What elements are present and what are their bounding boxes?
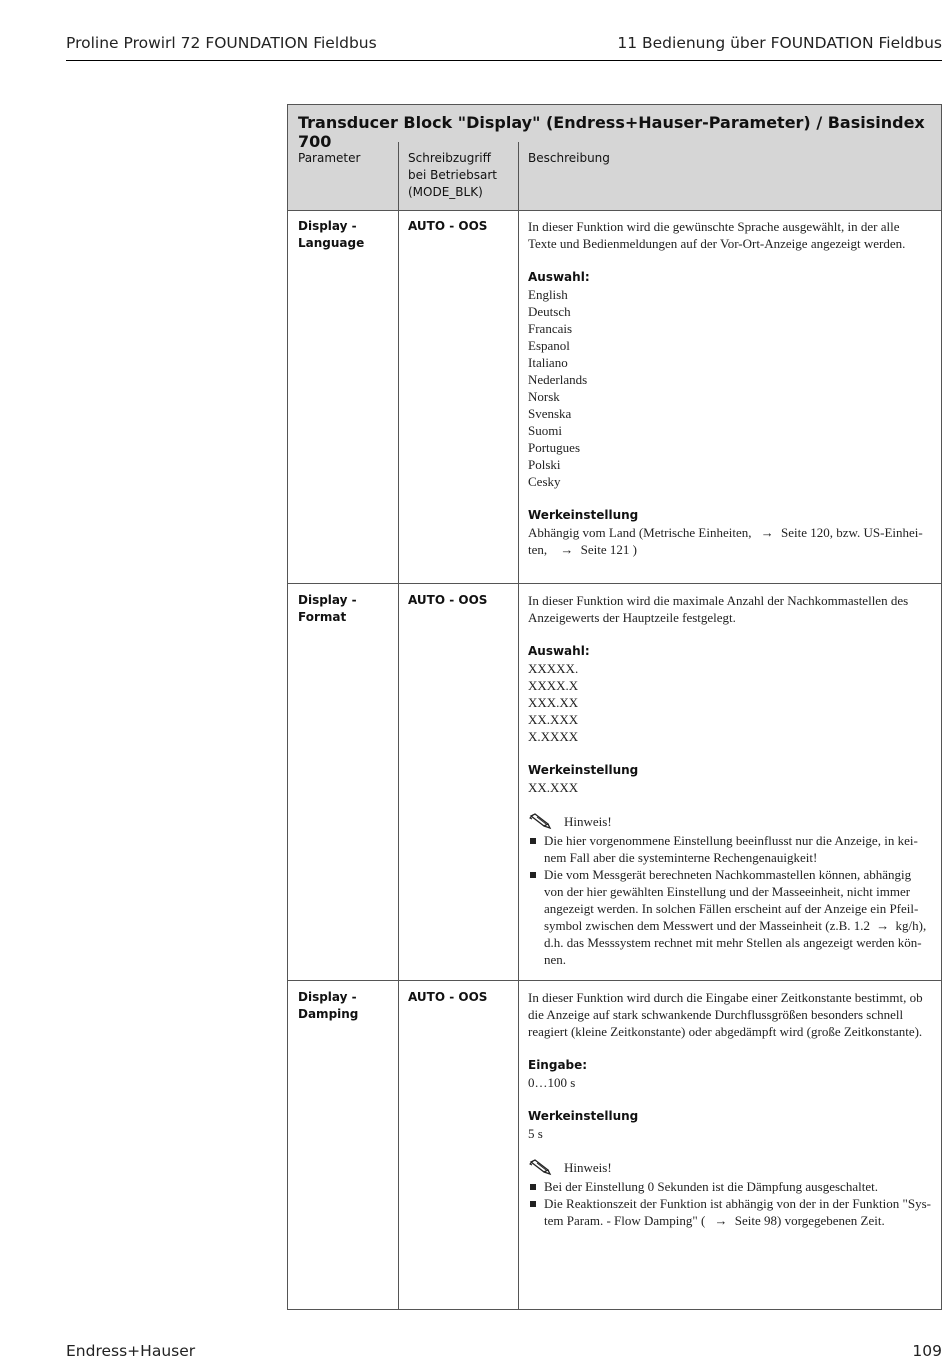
option-item: Italiano <box>528 355 568 370</box>
bullet-line <box>544 1212 934 1229</box>
option-item: Polski <box>528 457 561 472</box>
option-item: X.XXXX <box>528 729 579 744</box>
note-bullet <box>528 866 934 968</box>
table-header <box>288 105 941 211</box>
bullet-line: Die vom Messgerät berechneten Nachkommastellen können, abhängig <box>544 867 912 882</box>
default-label: Werkeinstellung <box>528 1109 639 1123</box>
row-format-description <box>528 592 934 968</box>
bullet-line: angezeigt werden. In solchen Fällen erscheint auf der Anzeige ein Pfeil- <box>544 901 919 916</box>
table-title: Transducer Block "Display" (Endress+Hauser-Parameter) / Basisindex 700 <box>298 113 925 151</box>
row-divider <box>288 980 941 981</box>
parameter-name-line: Display - <box>298 990 357 1004</box>
parameter-name-line: Damping <box>298 1007 359 1021</box>
choice-label: Auswahl: <box>528 644 590 658</box>
default-label: Werkeinstellung <box>528 763 639 777</box>
bullet-line <box>544 917 934 934</box>
default-text: ten, <box>528 542 548 557</box>
pencil-note-icon <box>528 1158 554 1176</box>
right-arrow-icon: → <box>876 918 890 933</box>
description-line: In dieser Funktion wird die gewünschte Sprache ausgewählt, in der alle <box>528 219 900 234</box>
column-divider <box>398 142 399 210</box>
default-text: Abhängig vom Land (Metrische Einheiten, <box>528 525 752 540</box>
footer-company: Endress+Hauser <box>66 1342 196 1360</box>
page-header <box>66 30 942 61</box>
note-label: Hinweis! <box>564 813 612 829</box>
right-arrow-icon: → <box>760 525 774 540</box>
note-bullet <box>528 1178 934 1195</box>
column-header-access-line: bei Betriebsart <box>408 168 497 182</box>
note-heading <box>528 810 934 832</box>
bullet-line: nem Fall aber die systeminterne Rechengenauigkeit! <box>544 850 818 865</box>
bullet-text-part: kg/h), <box>895 918 927 933</box>
description-line: In dieser Funktion wird die maximale Anzahl der Nachkommastellen des <box>528 593 909 608</box>
option-item: XXX.XX <box>528 695 579 710</box>
option-item: Suomi <box>528 423 562 438</box>
choice-label: Auswahl: <box>528 270 590 284</box>
bullet-text <box>544 832 934 866</box>
column-divider <box>398 210 399 1309</box>
option-item: Nederlands <box>528 372 588 387</box>
option-item: Deutsch <box>528 304 571 319</box>
note-bullet <box>528 832 934 866</box>
note-label: Hinweis! <box>564 1159 612 1175</box>
description-line: die Anzeige auf stark schwankende Durchflussgrößen besonders schnell <box>528 1007 904 1022</box>
column-header-access <box>408 150 497 201</box>
default-value-line <box>528 541 934 558</box>
parameter-name-line: Display - <box>298 219 357 233</box>
parameter-name-line: Display - <box>298 593 357 607</box>
option-item: Espanol <box>528 338 570 353</box>
note-heading <box>528 1156 934 1178</box>
column-divider <box>518 210 519 1309</box>
right-arrow-icon: → <box>560 542 574 557</box>
bullet-text: Bei der Einstellung 0 Sekunden ist die Dämpfung ausgeschaltet. <box>544 1179 878 1194</box>
column-header-description: Beschreibung <box>528 151 610 165</box>
option-item: Francais <box>528 321 573 336</box>
row-damping-description <box>528 989 934 1229</box>
parameter-table <box>287 104 942 1310</box>
row-damping-parameter <box>298 989 358 1023</box>
page-number: 109 <box>912 1342 942 1360</box>
square-bullet-icon <box>530 1184 536 1190</box>
note-bullet <box>528 1195 934 1229</box>
input-label: Eingabe: <box>528 1058 588 1072</box>
bullet-text <box>544 1195 934 1229</box>
option-item: XXXX.X <box>528 678 579 693</box>
option-item: Portugues <box>528 440 580 455</box>
row-language-mode: AUTO - OOS <box>408 219 488 233</box>
default-value-line <box>528 524 934 541</box>
column-header-parameter: Parameter <box>298 151 361 165</box>
default-value: XX.XXX <box>528 780 579 795</box>
column-header-access-line: (MODE_BLK) <box>408 185 483 199</box>
row-format-parameter <box>298 592 357 626</box>
input-value: 0…100 s <box>528 1075 576 1090</box>
header-product-title: Proline Prowirl 72 FOUNDATION Fieldbus <box>66 34 377 52</box>
right-arrow-icon: → <box>714 1213 728 1228</box>
parameter-name-line: Language <box>298 236 365 250</box>
bullet-line: d.h. das Messsystem rechnet mit mehr Stellen als angezeigt werden kön- <box>544 935 922 950</box>
bullet-text-part: symbol zwischen dem Messwert und der Masseinheit (z.B. 1.2 <box>544 918 871 933</box>
row-language-parameter <box>298 218 364 252</box>
bullet-text <box>544 866 934 968</box>
bullet-line: Die hier vorgenommene Einstellung beeinflusst nur die Anzeige, in kei- <box>544 833 918 848</box>
row-damping-mode: AUTO - OOS <box>408 990 488 1004</box>
bullet-text-part: tem Param. - Flow Damping" ( <box>544 1213 706 1228</box>
description-line: reagiert (kleine Zeitkonstante) oder abgedämpft wird (große Zeitkonstante). <box>528 1024 923 1039</box>
option-item: English <box>528 287 568 302</box>
option-item: XXXXX. <box>528 661 579 676</box>
option-item: Svenska <box>528 406 572 421</box>
header-chapter-title: 11 Bedienung über FOUNDATION Fieldbus <box>617 34 942 52</box>
option-item: Norsk <box>528 389 560 404</box>
pencil-note-icon <box>528 812 554 830</box>
option-item: XX.XXX <box>528 712 579 727</box>
column-divider <box>518 142 519 210</box>
bullet-line: nen. <box>544 952 567 967</box>
row-divider <box>288 583 941 584</box>
square-bullet-icon <box>530 838 536 844</box>
parameter-name-line: Format <box>298 610 347 624</box>
default-label: Werkeinstellung <box>528 508 639 522</box>
row-format-mode: AUTO - OOS <box>408 593 488 607</box>
description-line: Texte und Bedienmeldungen auf der Vor-Ort-Anzeige angezeigt werden. <box>528 236 906 251</box>
description-line: Anzeigewerts der Hauptzeile festgelegt. <box>528 610 736 625</box>
square-bullet-icon <box>530 1201 536 1207</box>
page-reference-link[interactable]: Seite 98) vorgegebenen Zeit. <box>734 1213 885 1228</box>
option-item: Cesky <box>528 474 561 489</box>
row-language-description <box>528 218 934 558</box>
bullet-line: Die Reaktionszeit der Funktion ist abhängig von der in der Funktion "Sys- <box>544 1196 931 1211</box>
column-header-access-line: Schreibzugriff <box>408 151 491 165</box>
page-reference-link[interactable]: Seite 120, bzw. US-Einhei- <box>780 525 923 540</box>
default-value: 5 s <box>528 1126 543 1141</box>
bullet-line: von der hier gewählten Einstellung und der Masseeinheit, nicht immer <box>544 884 911 899</box>
description-line: In dieser Funktion wird durch die Eingabe einer Zeitkonstante bestimmt, ob <box>528 990 923 1005</box>
page-reference-link[interactable]: Seite 121 ) <box>580 542 637 557</box>
square-bullet-icon <box>530 872 536 878</box>
